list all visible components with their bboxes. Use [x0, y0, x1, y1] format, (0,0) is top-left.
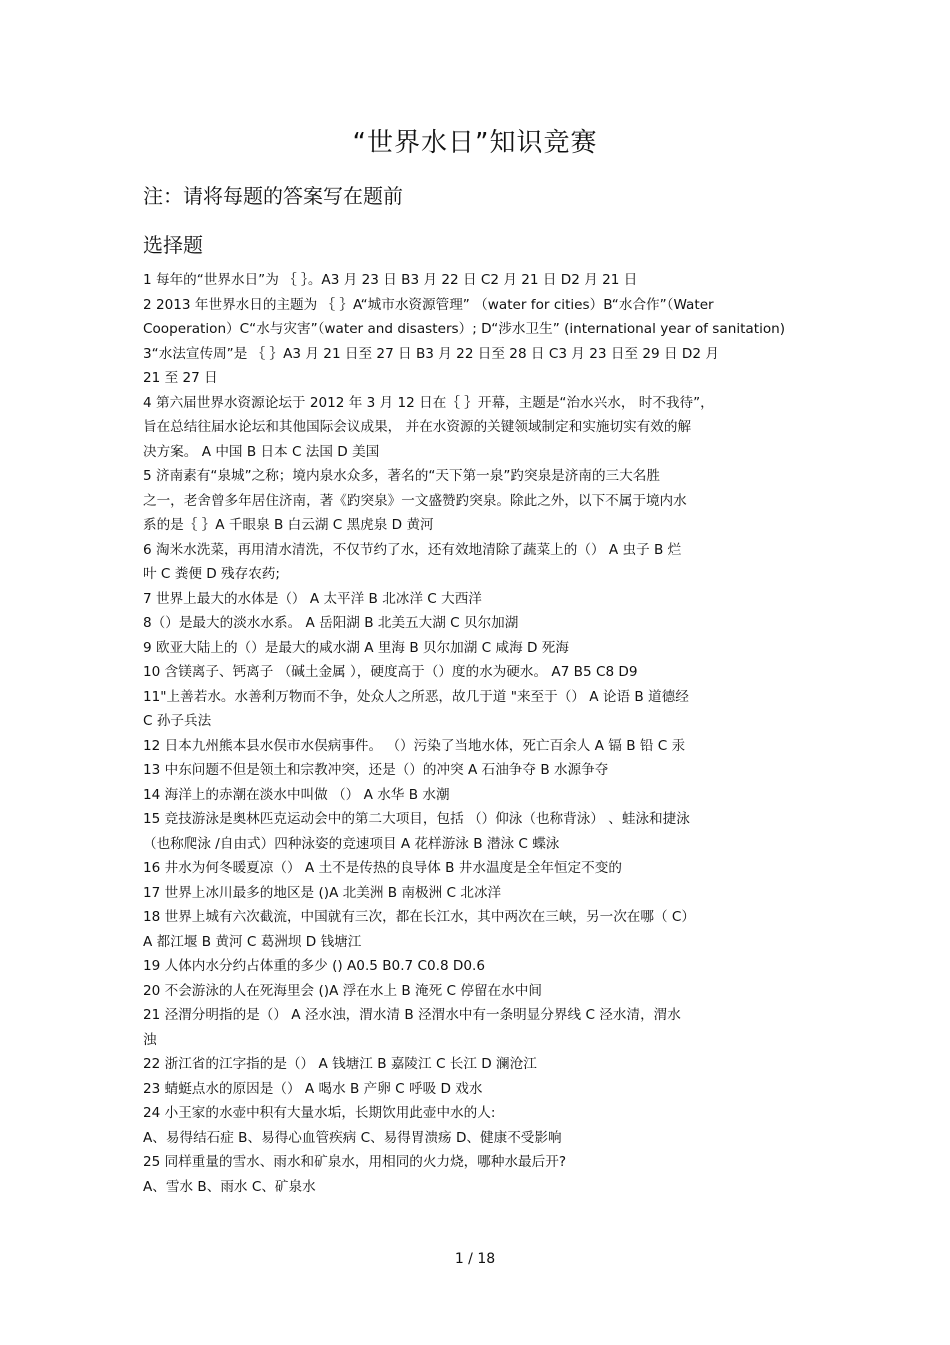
question-line: 18 世界上城有六次截流，中国就有三次，都在长江水，其中两次在三峡，另一次在哪（ C）	[143, 909, 695, 925]
question-line: 17 世界上冰川最多的地区是 ()A 北美洲 B 南极洲 C 北冰洋	[143, 884, 502, 901]
question-line: 决方案。 A 中国 B 日本 C 法国 D 美国	[143, 443, 380, 460]
question-line: 15 竞技游泳是奥林匹克运动会中的第二大项目，包括 （）仰泳（也称背泳） 、蛙泳和捷泳	[143, 811, 690, 827]
instruction-note: 注：请将每题的答案写在题前	[143, 184, 403, 208]
question-line: A 都江堰 B 黄河 C 葛洲坝 D 钱塘江	[143, 933, 362, 950]
question-line: 20 不会游泳的人在死海里会 ()A 浮在水上 B 淹死 C 停留在水中间	[143, 982, 542, 999]
question-line: 1 每年的“世界水日”为 ｛ ｝。A3 月 23 日 B3 月 22 日 C2 月 21 日 D2 月 21 日	[143, 272, 638, 288]
page-number: 1 / 18	[454, 1251, 496, 1267]
question-line: 21 至 27 日	[143, 370, 218, 386]
question-line: 9 欧亚大陆上的（）是最大的咸水湖 A 里海 B 贝尔加湖 C 咸海 D 死海	[143, 639, 569, 656]
question-line: A、雪水 B、雨水 C、矿泉水	[143, 1178, 316, 1195]
question-line: 16 井水为何冬暖夏凉（） A 土不是传热的良导体 B 井水温度是全年恒定不变的	[143, 860, 622, 876]
question-line: 7 世界上最大的水体是（） A 太平洋 B 北冰洋 C 大西洋	[143, 590, 482, 607]
question-line: 2 2013 年世界水日的主题为 ｛ ｝A“城市水资源管理” （water for cities）B“水合作”（Water	[143, 296, 714, 313]
question-line: 24 小王家的水壶中积有大量水垢，长期饮用此壶中水的人:	[143, 1105, 496, 1121]
question-line: 叶 C 粪便 D 残存农药;	[143, 566, 280, 582]
question-line: （也称爬泳 /自由式）四种泳姿的竞速项目 A 花样游泳 B 潜泳 C 蝶泳	[143, 835, 560, 852]
section-heading: 选择题	[143, 233, 203, 257]
question-line: 8（）是最大的淡水水系。 A 岳阳湖 B 北美五大湖 C 贝尔加湖	[143, 615, 519, 631]
question-line: 14 海洋上的赤潮在淡水中叫做 （） A 水华 B 水潮	[143, 786, 450, 803]
question-line: C 孙子兵法	[143, 713, 212, 729]
question-line: 浊	[143, 1031, 157, 1048]
question-line: 4 第六届世界水资源论坛于 2012 年 3 月 12 日在｛ ｝开幕，主题是“治水兴水， 时不我待”，	[143, 394, 714, 411]
question-line: 之一，老舍曾多年居住济南，著《趵突泉》一文盛赞趵突泉。除此之外，以下不属于境内水	[143, 492, 687, 509]
question-line: 23 蜻蜓点水的原因是（） A 喝水 B 产卵 C 呼吸 D 戏水	[143, 1080, 483, 1097]
question-line: 21 泾渭分明指的是（） A 泾水浊，渭水清 B 泾渭水中有一条明显分界线 C 泾水清，渭水	[143, 1007, 681, 1023]
question-line: 11"上善若水。水善利万物而不争，处众人之所恶，故几于道 "来至于（） A 论语 B 道德经	[143, 688, 689, 705]
document-title: “世界水日”知识竞赛	[352, 128, 598, 158]
question-line: 25 同样重量的雪水、雨水和矿泉水，用相同的火力烧，哪种水最后开?	[143, 1154, 567, 1170]
question-line: A、易得结石症 B、易得心血管疾病 C、易得胃溃疡 D、健康不受影响	[143, 1129, 562, 1146]
question-line: 6 淘米水洗菜，再用清水清洗，不仅节约了水，还有效地清除了蔬菜上的（） A 虫子 B 烂	[143, 541, 682, 558]
question-line: 22 浙江省的江字指的是（） A 钱塘江 B 嘉陵江 C 长江 D 澜沧江	[143, 1056, 537, 1072]
question-line: 5 济南素有“泉城”之称；境内泉水众多，著名的“天下第一泉”趵突泉是济南的三大名胜	[143, 468, 660, 484]
question-line: Cooperation）C“水与灾害”（water and disasters）; D“涉水卫生” (international year of sanitation)	[143, 321, 786, 337]
question-line: 13 中东问题不但是领土和宗教冲突，还是（）的冲突 A 石油争夺 B 水源争夺	[143, 762, 609, 778]
question-line: 12 日本九州熊本县水俣市水俣病事件。 （）污染了当地水体，死亡百余人 A 镉 B 铅 C 汞	[143, 737, 686, 754]
question-line: 3“水法宣传周”是 ｛ ｝A3 月 21 日至 27 日 B3 月 22 日至 28 日 C3 月 23 日至 29 日 D2 月	[143, 345, 719, 362]
question-line: 19 人体内水分约占体重的多少 () A0.5 B0.7 C0.8 D0.6	[143, 958, 486, 974]
question-line: 系的是｛ ｝A 千眼泉 B 白云湖 C 黑虎泉 D 黄河	[143, 517, 434, 533]
question-line: 10 含镁离子、钙离子 （碱土金属 ），硬度高于（）度的水为硬水。 A7 B5 C8 D9	[143, 664, 638, 680]
question-line: 旨在总结往届水论坛和其他国际会议成果， 并在水资源的关键领域制定和实施切实有效的解	[143, 419, 692, 435]
